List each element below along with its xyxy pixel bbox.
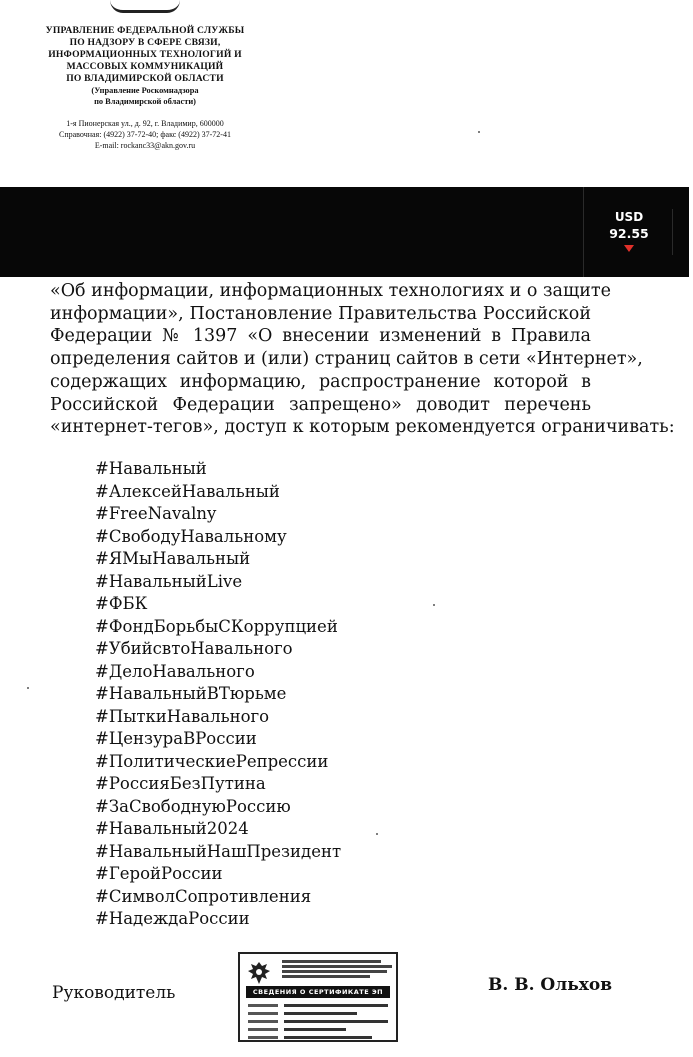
- hashtag-item: #Навальный2024: [95, 819, 249, 838]
- scan-speck: [433, 604, 435, 606]
- org-name-line-1: УПРАВЛЕНИЕ ФЕДЕРАЛЬНОЙ СЛУЖБЫ: [45, 25, 245, 36]
- hashtag-item: #НадеждаРоссии: [95, 909, 250, 928]
- hashtag-item: #НавальныйLive: [95, 571, 243, 591]
- org-name-line-3: ИНФОРМАЦИОННЫХ ТЕХНОЛОГИЙ И: [48, 49, 242, 60]
- body-line: информации», Постановление Правительства Российской: [50, 303, 591, 324]
- scan-speck: [376, 833, 378, 835]
- letterhead: [30, 0, 260, 151]
- org-name-line-5: ПО ВЛАДИМИРСКОЙ ОБЛАСТИ: [66, 73, 224, 84]
- hashtag-item: #РоссияБезПутина: [95, 774, 266, 793]
- org-short-name-line-1: (Управление Роскомнадзора: [91, 86, 199, 95]
- usd-rate-widget[interactable]: [588, 209, 670, 252]
- body-line: «Об информации, информационных технологиях и о защите: [50, 281, 611, 301]
- ticker-divider: [672, 209, 673, 255]
- stamp-header-fine-print: [282, 959, 392, 981]
- ticker-divider: [583, 187, 584, 277]
- org-short-name-line-2: по Владимирской области): [94, 97, 196, 106]
- stamp-banner: СВЕДЕНИЯ О СЕРТИФИКАТЕ ЭП: [246, 986, 390, 998]
- signature-block: [0, 950, 693, 1050]
- document-body-paragraph: [50, 280, 675, 439]
- coat-of-arms-icon: [246, 960, 272, 986]
- signatory-title: Руководитель: [52, 983, 176, 1003]
- e-signature-stamp: [238, 952, 398, 1042]
- hashtag-item: #ФБК: [95, 594, 148, 613]
- body-line: Российской Федерации запрещено» доводит перечень: [50, 394, 591, 415]
- stamp-details: [248, 1002, 388, 1042]
- currency-label: USD: [614, 210, 644, 224]
- email-line: E-mail: rockanc33@akn.gov.ru: [94, 141, 196, 150]
- body-line: содержащих информацию, распространение которой в: [50, 371, 591, 392]
- hashtag-item: #НавальныйВТюрьме: [95, 684, 287, 703]
- currency-value: 92.55: [609, 226, 649, 241]
- hashtag-item: #ПолитическиеРепрессии: [95, 751, 329, 771]
- body-line: определения сайтов и (или) страниц сайтов в сети «Интернет»,: [50, 349, 643, 370]
- body-line: «интернет-тегов», доступ к которым рекомендуется ограничивать:: [50, 417, 675, 438]
- hashtag-item: #СимволСопротивления: [95, 886, 312, 906]
- hashtag-list: [95, 458, 341, 931]
- scan-speck: [27, 687, 29, 689]
- hashtag-item: #Навальный: [95, 459, 207, 478]
- hashtag-item: #ФондБорьбыСКоррупцией: [95, 616, 338, 636]
- org-name-line-4: МАССОВЫХ КОММУНИКАЦИЙ: [66, 61, 224, 72]
- address-line: 1-я Пионерская ул., д. 92, г. Владимир, 600000: [66, 119, 224, 128]
- scan-speck: [478, 131, 480, 133]
- hashtag-item: #АлексейНавальный: [95, 481, 280, 501]
- hashtag-item: #ГеройРоссии: [95, 864, 223, 883]
- hashtag-item: #FreeNavalny: [95, 504, 217, 523]
- hashtag-item: #ДелоНавального: [95, 661, 255, 681]
- hashtag-item: #УбийсвтоНавального: [95, 639, 293, 658]
- hashtag-item: #ЯМыНавальный: [95, 549, 251, 568]
- signatory-name: В. В. Ольхов: [488, 975, 613, 995]
- org-name-line-2: ПО НАДЗОРУ В СФЕРЕ СВЯЗИ,: [69, 37, 221, 48]
- phone-line: Справочная: (4922) 37-72-40; факс (4922) 37-72-41: [59, 130, 231, 139]
- triangle-down-icon: [624, 245, 634, 252]
- hashtag-item: #ЦензураВРоссии: [95, 729, 257, 748]
- hashtag-item: #ПыткиНавального: [95, 706, 270, 726]
- hashtag-item: #НавальныйНашПрезидент: [95, 841, 342, 861]
- hashtag-item: #СвободуНавальному: [95, 526, 287, 546]
- body-line: Федерации № 1397 «О внесении изменений в Правила: [50, 326, 591, 347]
- hashtag-item: #ЗаСвободнуюРоссию: [95, 796, 291, 816]
- coat-of-arms-icon: [110, 0, 180, 13]
- currency-ticker-bar: [0, 187, 689, 277]
